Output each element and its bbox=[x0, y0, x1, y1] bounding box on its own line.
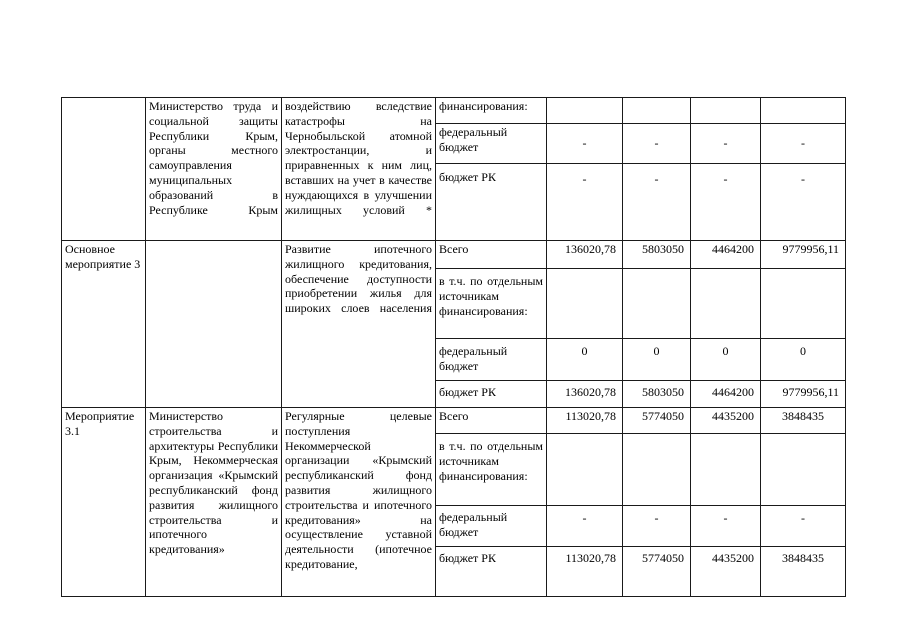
financing-label: финансирования: bbox=[436, 98, 547, 124]
sources-label: в т.ч. по отдельным источникам финансирования: bbox=[436, 434, 547, 506]
value-cell: 9779956,11 bbox=[761, 241, 846, 269]
value-cell: - bbox=[623, 506, 691, 547]
value-cell: 0 bbox=[547, 339, 623, 381]
value-cell: - bbox=[761, 506, 846, 547]
empty-cell bbox=[691, 98, 761, 124]
empty-cell bbox=[547, 269, 623, 339]
value-cell: 5774050 bbox=[623, 547, 691, 597]
value-cell: - bbox=[761, 124, 846, 164]
value-cell: 4435200 bbox=[691, 408, 761, 434]
empty-cell bbox=[623, 434, 691, 506]
value-cell: - bbox=[691, 506, 761, 547]
value-cell: 113020,78 bbox=[547, 547, 623, 597]
empty-cell bbox=[547, 98, 623, 124]
value-cell: 3848435 bbox=[761, 547, 846, 597]
empty-cell bbox=[691, 269, 761, 339]
value-cell: 136020,78 bbox=[547, 241, 623, 269]
value-cell: - bbox=[691, 124, 761, 164]
value-cell: 4435200 bbox=[691, 547, 761, 597]
empty-cell bbox=[547, 434, 623, 506]
federal-budget-label: федеральный бюджет bbox=[436, 339, 547, 381]
value-cell: - bbox=[547, 506, 623, 547]
value-cell: 5803050 bbox=[623, 241, 691, 269]
value-cell: 4464200 bbox=[691, 381, 761, 408]
sources-label: в т.ч. по отдельным источникам финансирования: bbox=[436, 269, 547, 339]
federal-budget-label: федеральный бюджет bbox=[436, 506, 547, 547]
empty-cell bbox=[623, 269, 691, 339]
empty-cell bbox=[761, 269, 846, 339]
federal-budget-label: федеральный бюджет bbox=[436, 124, 547, 164]
value-cell: 0 bbox=[761, 339, 846, 381]
total-label: Всего bbox=[436, 408, 547, 434]
value-cell: - bbox=[623, 164, 691, 241]
description-cell: Регулярные целевые поступления Некоммерческой организации «Крымский республиканский фонд развития жилищного строительства и ипотечного кредитования» на осуществление уставной деятельности (ипотечное кредитование, bbox=[282, 408, 436, 597]
executor-cell bbox=[146, 241, 282, 408]
value-cell: - bbox=[623, 124, 691, 164]
rk-budget-label: бюджет РК bbox=[436, 164, 547, 241]
funding-table bbox=[61, 97, 846, 597]
value-cell: - bbox=[547, 124, 623, 164]
description-cell: воздействию вследствие катастрофы на Чернобыльской атомной электростанции, и приравненных к ним лиц, вставших на учет в качестве нуждающихся в улучшении жилищных условий * bbox=[282, 98, 436, 241]
value-cell: 113020,78 bbox=[547, 408, 623, 434]
empty-cell bbox=[691, 434, 761, 506]
description-cell: Развитие ипотечного жилищного кредитования, обеспечение доступности приобретении жилья для широких слоев населения bbox=[282, 241, 436, 408]
rk-budget-label: бюджет РК bbox=[436, 381, 547, 408]
value-cell: 3848435 bbox=[761, 408, 846, 434]
value-cell: 4464200 bbox=[691, 241, 761, 269]
value-cell: - bbox=[691, 164, 761, 241]
empty-cell bbox=[761, 98, 846, 124]
value-cell: 5774050 bbox=[623, 408, 691, 434]
activity-name-cell: Мероприятие 3.1 bbox=[62, 408, 146, 597]
empty-cell bbox=[761, 434, 846, 506]
rk-budget-label: бюджет РК bbox=[436, 547, 547, 597]
value-cell: 5803050 bbox=[623, 381, 691, 408]
total-label: Всего bbox=[436, 241, 547, 269]
program-name-cell bbox=[62, 98, 146, 241]
value-cell: 0 bbox=[623, 339, 691, 381]
value-cell: 136020,78 bbox=[547, 381, 623, 408]
executor-cell: Министерство труда и социальной защиты Республики Крым, органы местного самоуправления муниципальных образований в Республике Крым bbox=[146, 98, 282, 241]
value-cell: 9779956,11 bbox=[761, 381, 846, 408]
empty-cell bbox=[623, 98, 691, 124]
value-cell: - bbox=[547, 164, 623, 241]
executor-cell: Министерство строительства и архитектуры Республики Крым, Некоммерческая организация «Крымский республиканский фонд развития жилищного строительства и ипотечного кредитования» bbox=[146, 408, 282, 597]
value-cell: 0 bbox=[691, 339, 761, 381]
value-cell: - bbox=[761, 164, 846, 241]
activity-name-cell: Основное мероприятие 3 bbox=[62, 241, 146, 408]
